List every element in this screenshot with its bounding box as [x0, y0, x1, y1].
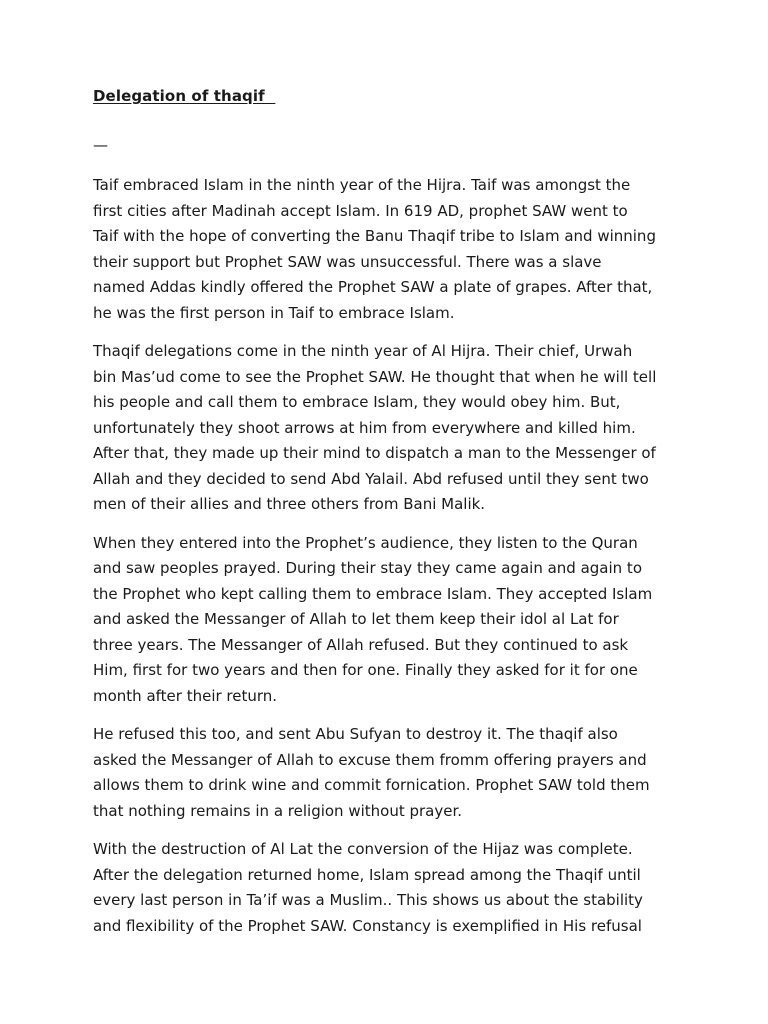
text-line: allows them to drink wine and commit fornication. Prophet SAW told them: [93, 776, 650, 794]
text-line: their support but Prophet SAW was unsuccessful. There was a slave: [93, 252, 602, 271]
text-line: After that, they made up their mind to dispatch a man to the Messenger of: [93, 444, 656, 462]
text-line: With the destruction of Al Lat the conversion of the Hijaz was complete.: [93, 840, 633, 858]
text-line: every last person in Ta’if was a Muslim.. This shows us about the stability: [93, 891, 643, 909]
text-line: the Prophet who kept calling them to embrace Islam. They accepted Islam: [93, 584, 653, 603]
text-line: When they entered into the Prophet’s audience, they listen to the Quran: [93, 533, 638, 552]
paragraph-5: [93, 837, 683, 939]
text-line: He refused this too, and sent Abu Sufyan to destroy it. The thaqif also: [93, 725, 618, 743]
text-line: asked the Messanger of Allah to excuse them fromm offering prayers and: [93, 750, 647, 769]
text-line: Taif with the hope of converting the Banu Thaqif tribe to Islam and winning: [93, 227, 656, 245]
text-line: he was the first person in Taif to embrace Islam.: [93, 303, 455, 322]
text-line: men of their allies and three others from Bani Malik.: [93, 495, 486, 513]
paragraph-3: [93, 531, 683, 710]
text-line: After the delegation returned home, Islam spread among the Thaqif until: [93, 865, 641, 884]
document-title: Delegation of thaqif: [93, 87, 276, 105]
text-line: bin Mas’ud come to see the Prophet SAW. He thought that when he will tell: [93, 367, 657, 386]
text-line: named Addas kindly offered the Prophet SAW a plate of grapes. After that,: [93, 278, 653, 296]
text-line: Him, first for two years and then for one. Finally they asked for it for one: [93, 661, 638, 679]
paragraph-2: [93, 339, 683, 518]
text-line: that nothing remains in a religion without prayer.: [93, 801, 463, 820]
text-line: Taif embraced Islam in the ninth year of the Hijra. Taif was amongst the: [93, 176, 631, 194]
text-line: Thaqif delegations come in the ninth year of Al Hijra. Their chief, Urwah: [93, 342, 633, 360]
text-line: Allah and they decided to send Abd Yalail. Abd refused until they sent two: [93, 469, 649, 488]
paragraph-1: [93, 173, 683, 326]
document-body: [93, 173, 683, 952]
text-line: month after their return.: [93, 686, 278, 705]
text-line: and saw peoples prayed. During their stay they came again and again to: [93, 559, 642, 577]
text-line: unfortunately they shoot arrows at him from everywhere and killed him.: [93, 418, 636, 437]
text-line: and asked the Messanger of Allah to let them keep their idol al Lat for: [93, 610, 619, 628]
text-line: first cities after Madinah accept Islam. In 619 AD, prophet SAW went to: [93, 201, 628, 220]
paragraph-4: [93, 722, 683, 824]
separator-mark: —: [93, 136, 108, 154]
text-line: and flexibility of the Prophet SAW. Constancy is exemplified in His refusal: [93, 916, 642, 935]
text-line: his people and call them to embrace Islam, they would obey him. But,: [93, 393, 621, 411]
text-line: three years. The Messanger of Allah refused. But they continued to ask: [93, 635, 629, 654]
